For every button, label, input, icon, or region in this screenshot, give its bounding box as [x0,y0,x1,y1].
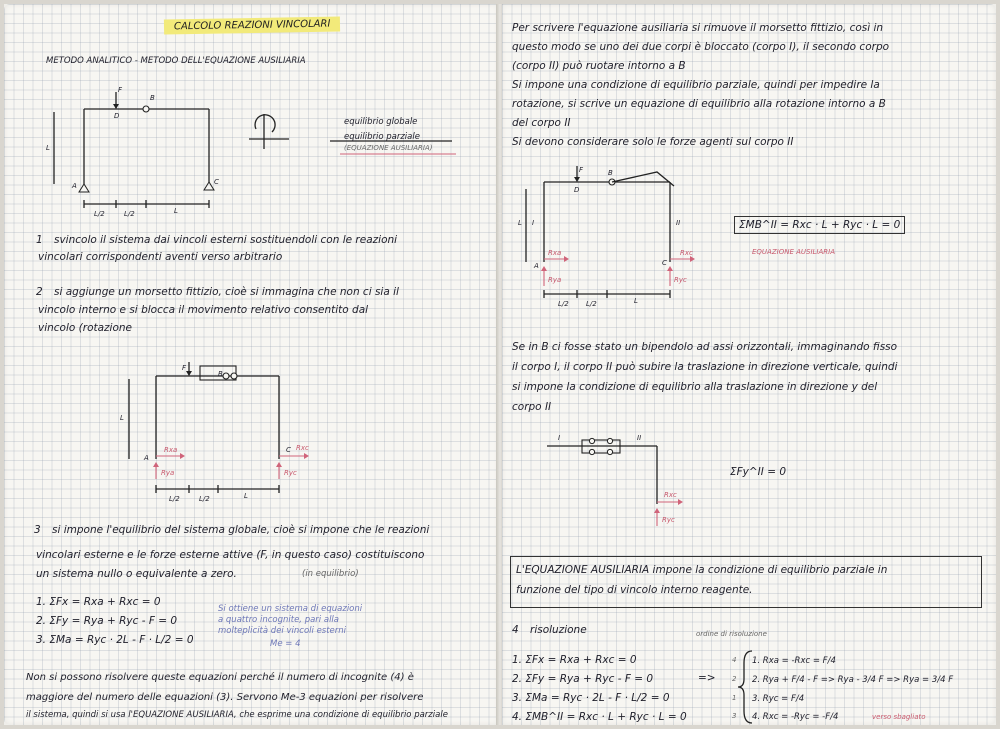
equation-fy-body-2: ΣFy^II = 0 [730,466,787,478]
diagram2-dim-half-2: L/2 [199,495,210,503]
diagram4-label-body-1: I [558,434,561,442]
para2-line-1: Se in B ci fosse stato un bipendolo ad assi orizzontali, immaginando fisso [512,341,898,353]
order-num-2: 2 [732,675,737,683]
side-note-line-2: a quattro incognite, pari alla [218,615,340,625]
system-eq-1: 1. ΣFx = Rxa + Rxc = 0 [512,654,637,666]
auxiliary-equation: ΣMB^II = Rxc · L + Ryc · L = 0 [734,216,905,234]
diagram2-label-c: C [286,446,291,454]
para2-line-4: corpo II [512,401,552,413]
box-note-line-2: funzione del tipo di vincolo interno reagente. [516,584,753,596]
step3-number: 3 [34,524,41,536]
step4-number: 4 [512,624,519,636]
diagram3-dim-l: L [634,297,638,305]
equation-1: 1. ΣFx = Rxa + Rxc = 0 [36,596,161,608]
step3-line-1: si impone l'equilibrio del sistema globale, cioè si impone che le reazioni [52,524,430,536]
diagram3-dim-half-1: L/2 [558,300,569,308]
diagram3-label-a: A [534,262,539,270]
system-eq-2: 2. ΣFy = Rya + Ryc - F = 0 [512,673,654,685]
para1-line-2: questo modo se uno dei due corpi è bloccato (corpo I), il secondo corpo [512,41,890,53]
diagram1-label-b: B [150,94,155,102]
step1-line-2: vincolari corrispondenti aventi verso arbitrario [38,251,283,263]
step1-line-1: svincolo il sistema dai vincoli esterni sostituendoli con le reazioni [54,234,398,246]
diagram3-rxc: Rxc [680,249,693,257]
diagram3-label-l: L [518,219,522,227]
solve-order-label: ordine di risoluzione [696,630,767,638]
step2-line-3: vincolo (rotazione [38,322,133,334]
step3-note: (in equilibrio) [302,569,359,579]
box-note-line-1: L'EQUAZIONE AUSILIARIA impone la condizione di equilibrio parziale in [516,564,888,576]
diagram2-label-f: F [182,364,187,372]
diagram3-label-d: D [574,186,580,194]
bottom-line-2: maggiore del numero delle equazioni (3). Servono Me-3 equazioni per risolvere [26,692,424,703]
step2-line-2: vincolo interno e si blocca il movimento relativo consentito dal [38,304,369,316]
auxiliary-equation-label: EQUAZIONE AUSILIARIA [752,248,835,256]
diagram4-label-body-2: II [637,434,642,442]
order-num-1: 4 [732,656,737,664]
diagram1-dim-half-2: L/2 [124,210,135,218]
solution-4: 4. Rxc = -Ryc = -F/4 [752,712,839,722]
para1-line-7: Si devono considerare solo le forze agenti sul corpo II [512,136,794,148]
diagram3-label-f: F [579,166,584,174]
diagram3-label-body-2: II [676,219,681,227]
diagram1-dim-l: L [174,207,178,215]
diagram3-dim-half-2: L/2 [586,300,597,308]
step3-line-3: un sistema nullo o equivalente a zero. [36,568,237,580]
diagram2-rxa: Rxa [164,446,178,454]
step2-number: 2 [36,286,43,298]
diagram2-ryc: Ryc [284,469,297,477]
diagram3-rxa: Rxa [548,249,562,257]
para1-line-5: rotazione, si scrive un equazione di equilibrio alla rotazione intorno a B [512,98,886,110]
frame-diagram-4 [502,4,996,524]
notebook [4,4,996,725]
order-num-3: 1 [732,694,737,702]
diagram2-label-b: B [218,370,223,378]
solution-2: 2. Rya + F/4 - F => Rya - 3/4 F => Rya = 3/4 F [752,675,954,685]
implies-arrow: => [698,672,716,684]
diagram2-rxc: Rxc [296,444,309,452]
solution-note: verso sbagliato [872,713,926,721]
side-note-line-1: Si ottiene un sistema di equazioni [218,604,363,614]
page-title: CALCOLO REAZIONI VINCOLARI [164,16,341,34]
diagram1-label-d: D [114,112,120,120]
legend-line-1: equilibrio globale [344,117,418,127]
diagram1-label-l: L [46,144,50,152]
order-num-4: 3 [732,712,737,720]
side-note-line-4: Me = 4 [270,639,301,649]
para1-line-4: Si impone una condizione di equilibrio parziale, quindi per impedire la [512,79,880,91]
solution-1: 1. Rxa = -Rxc = F/4 [752,656,836,666]
diagram2-label-l: L [120,414,124,422]
diagram1-dim-half-1: L/2 [94,210,105,218]
diagram1-label-f: F [118,86,123,94]
side-note-line-3: molteplicità dei vincoli esterni [218,626,347,636]
para1-line-1: Per scrivere l'equazione ausiliaria si rimuove il morsetto fittizio, così in [512,22,884,34]
step1-number: 1 [36,234,43,246]
right-page [502,4,996,725]
left-page [4,4,498,725]
solution-3: 3. Ryc = F/4 [752,694,805,704]
diagram3-ryc: Ryc [674,276,687,284]
step2-line-1: si aggiunge un morsetto fittizio, cioè si immagina che non ci sia il [54,286,399,298]
diagram2-rya: Rya [161,469,175,477]
equation-2: 2. ΣFy = Rya + Ryc - F = 0 [36,615,178,627]
diagram3-label-body-1: I [532,219,535,227]
diagram4-ryc: Ryc [662,516,675,524]
system-eq-3: 3. ΣMa = Ryc · 2L - F · L/2 = 0 [512,692,670,704]
equation-3: 3. ΣMa = Ryc · 2L - F · L/2 = 0 [36,634,194,646]
para2-line-2: il corpo I, il corpo II può subire la traslazione in direzione verticale, quindi [512,361,898,373]
diagram1-label-c: C [214,178,219,186]
legend-line-3: (EQUAZIONE AUSILIARIA) [344,144,433,152]
diagram2-label-a: A [144,454,149,462]
step4-title: risoluzione [530,624,587,636]
diagram2-dim-l: L [244,492,248,500]
diagram3-rya: Rya [548,276,562,284]
step3-line-2: vincolari esterne e le forze esterne attive (F, in questo caso) costituiscono [36,549,425,561]
bottom-line-1: Non si possono risolvere queste equazioni perché il numero di incognite (4) è [26,672,414,683]
diagram2-dim-half-1: L/2 [169,495,180,503]
subtitle: METODO ANALITICO - METODO DELL'EQUAZIONE AUSILIARIA [46,56,306,66]
para1-line-6: del corpo II [512,117,571,129]
diagram3-label-c: C [662,259,667,267]
diagram4-rxc: Rxc [664,491,677,499]
diagram1-label-a: A [72,182,77,190]
para2-line-3: si impone la condizione di equilibrio alla traslazione in direzione y del [512,381,878,393]
legend-line-2: equilibrio parziale [344,132,420,142]
para1-line-3: (corpo II) può ruotare intorno a B [512,60,686,72]
frame-diagram-2 [4,4,498,524]
diagram3-label-b: B [608,169,613,177]
bottom-line-3: il sistema, quindi si usa l'EQUAZIONE AUSILIARIA, che esprime una condizione di equilibrio parziale [26,710,448,720]
system-eq-4: 4. ΣMB^II = Rxc · L + Ryc · L = 0 [512,711,687,723]
